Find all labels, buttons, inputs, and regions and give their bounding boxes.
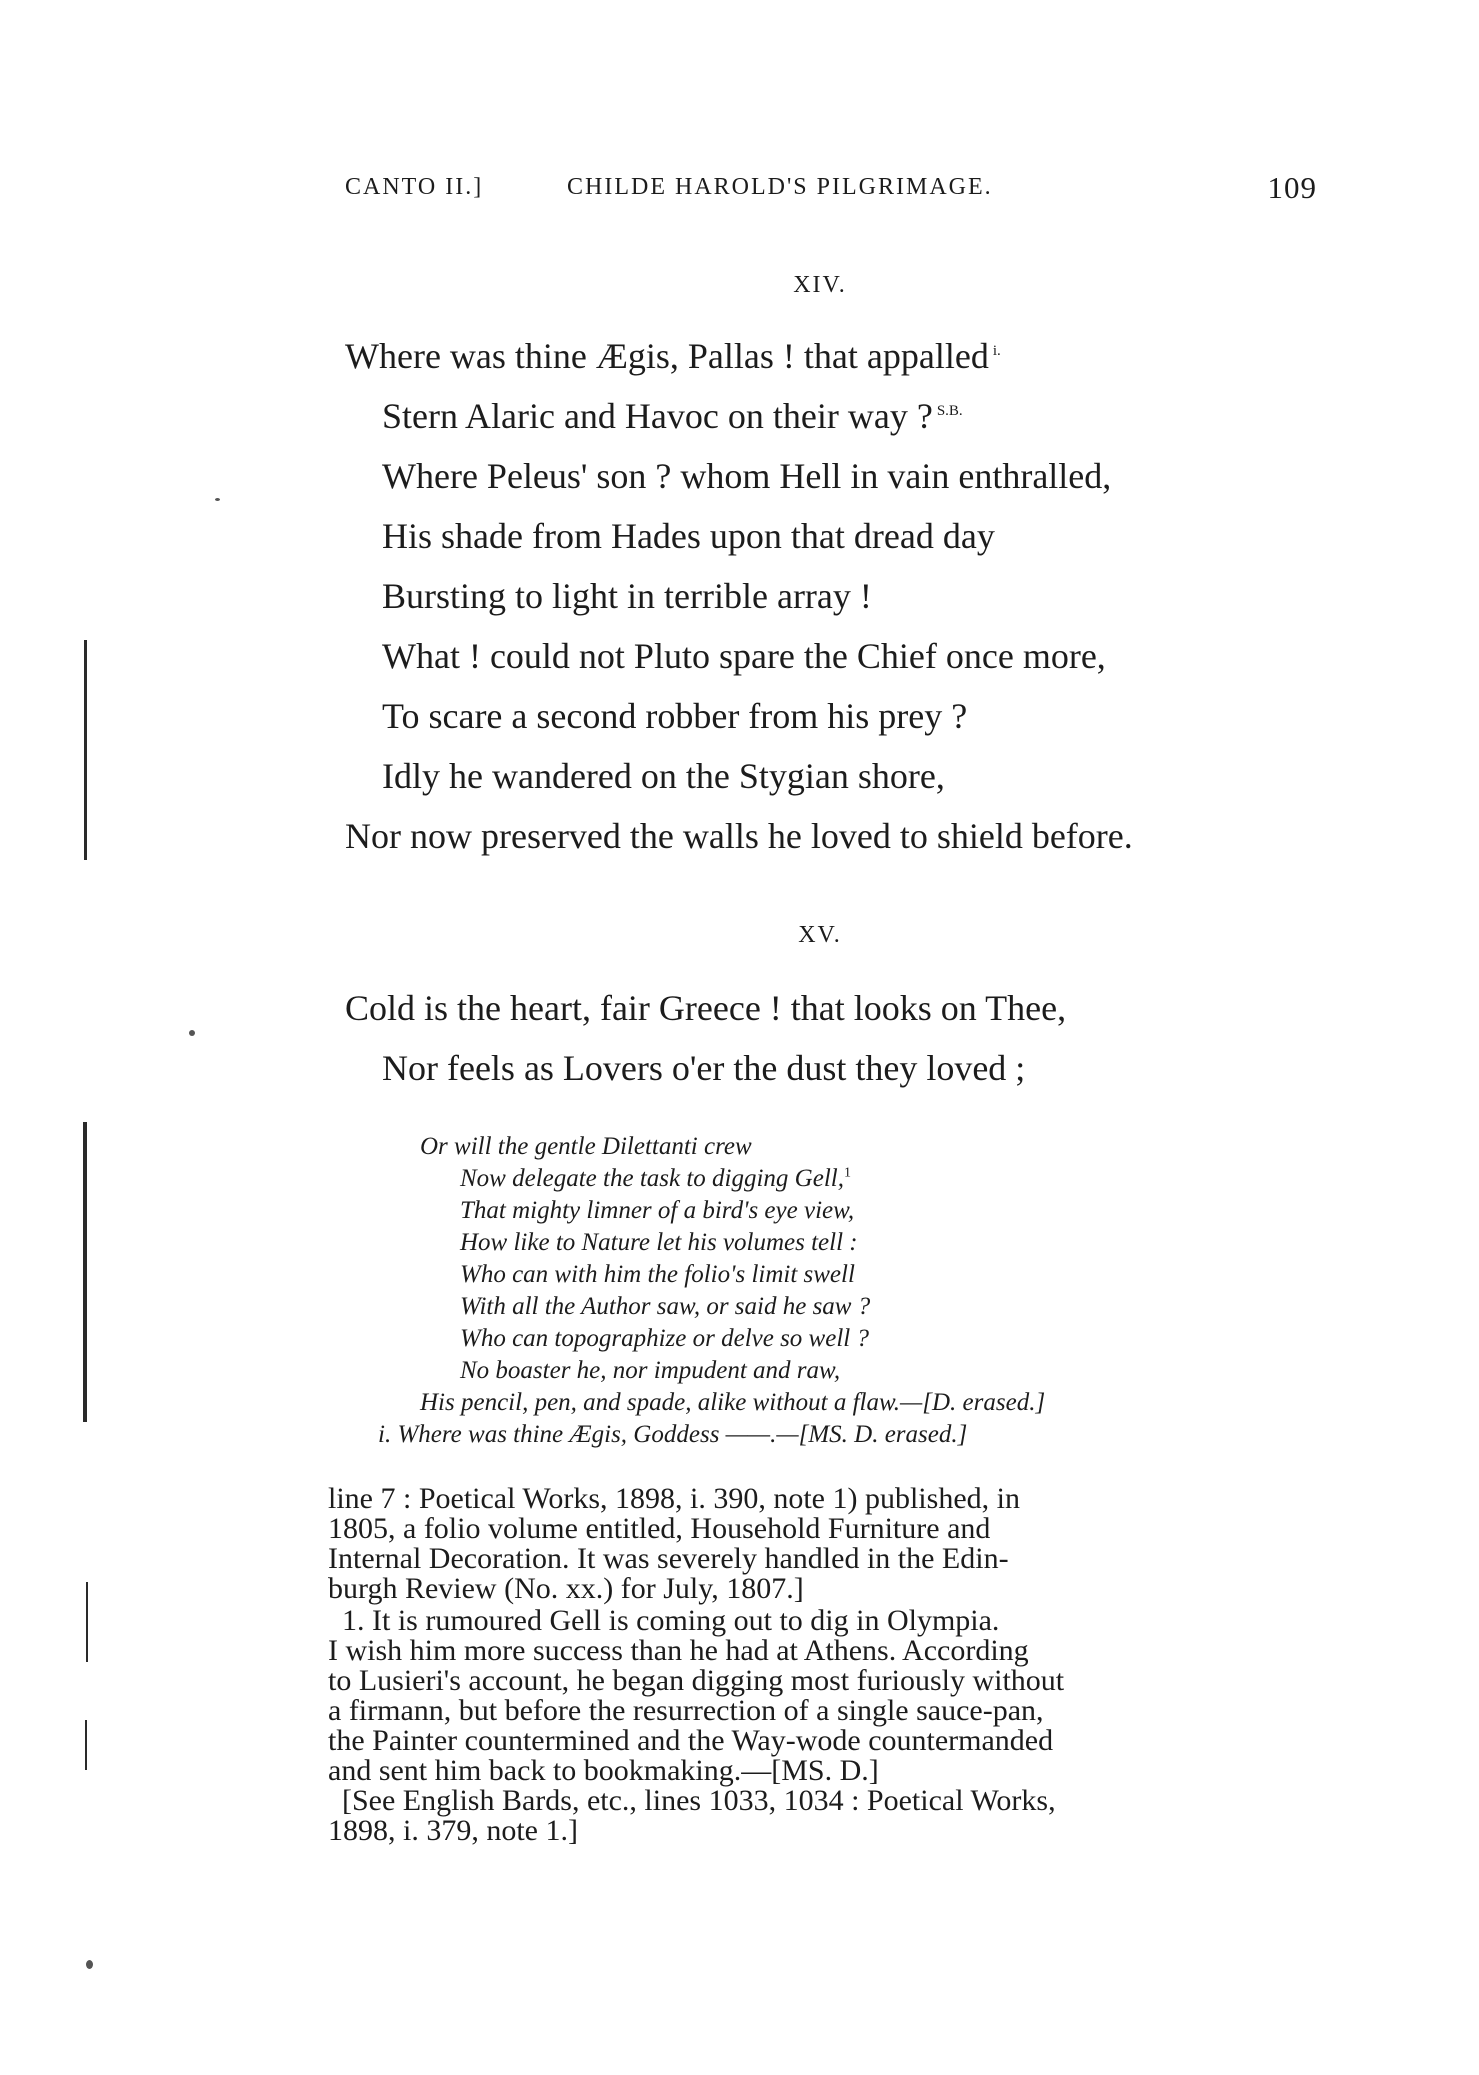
footnote-line: line 7 : Poetical Works, 1898, i. 390, note 1) published, in — [328, 1482, 1020, 1515]
footnote-line: the Painter countermined and the Way-wode countermanded — [328, 1724, 1054, 1757]
footnote-line: 1805, a folio volume entitled, Household Furniture and — [328, 1512, 991, 1545]
stanza-number-xv: XV. — [798, 922, 842, 948]
variant-line-4: How like to Nature let his volumes tell : — [460, 1229, 858, 1256]
variant-line-6: With all the Author saw, or said he saw ? — [460, 1293, 871, 1320]
variant-line-5: Who can with him the folio's limit swell — [460, 1261, 855, 1288]
stanza-xiv-line-6: What ! could not Pluto spare the Chief once more, — [382, 636, 1106, 676]
footnote-line: and sent him back to bookmaking.—[MS. D.] — [328, 1754, 879, 1787]
variant-line-1: Or will the gentle Dilettanti crew — [420, 1133, 752, 1160]
scan-margin-mark — [84, 640, 87, 860]
stanza-xiv-line-2: Stern Alaric and Havoc on their way ? $^{S.B.}$ — [382, 396, 963, 436]
scan-speck — [189, 1030, 195, 1036]
footnote-line: 1898, i. 379, note 1.] — [328, 1814, 578, 1847]
stanza-xiv-line-7: To scare a second robber from his prey ? — [382, 696, 968, 736]
running-head-canto: CANTO II.] — [345, 174, 484, 200]
stanza-xv-line-2: Nor feels as Lovers o'er the dust they loved ; — [382, 1048, 1026, 1088]
stanza-xiv-line-5: Bursting to light in terrible array ! — [382, 576, 872, 616]
footnote-line: 1. It is rumoured Gell is coming out to dig in Olympia. — [342, 1604, 1000, 1637]
scan-speck — [86, 1960, 93, 1969]
footnote-line: a firmann, but before the resurrection of a single sauce-pan, — [328, 1694, 1044, 1727]
stanza-number-xiv: XIV. — [793, 272, 847, 298]
footnote-line: [See English Bards, etc., lines 1033, 1034 : Poetical Works, — [342, 1784, 1056, 1817]
variant-line-7: Who can topographize or delve so well ? — [460, 1325, 869, 1352]
variant-line-8: No boaster he, nor impudent and raw, — [460, 1357, 841, 1384]
scan-margin-mark — [83, 1122, 87, 1422]
footnote-1 — [328, 1606, 1292, 1786]
scan-margin-mark — [85, 1720, 87, 1770]
running-head-title: CHILDE HAROLD'S PILGRIMAGE. — [567, 174, 993, 200]
variant-line-2: Now delegate the task to digging Gell,$^1$ — [460, 1165, 851, 1192]
stanza-xv-line-1: Cold is the heart, fair Greece ! that looks on Thee, — [345, 988, 1067, 1028]
stanza-xiv-line-9: Nor now preserved the walls he loved to shield before. — [345, 816, 1133, 856]
footnote-line: to Lusieri's account, he began digging most furiously without — [328, 1664, 1065, 1697]
footnote-see-reference — [328, 1786, 1292, 1846]
stanza-xiv-line-3: Where Peleus' son ? whom Hell in vain enthralled, — [382, 456, 1112, 496]
stanza-xiv-line-1: Where was thine Ægis, Pallas ! that appalled $^{i.}$ — [345, 336, 1001, 376]
variant-mark-i: i. — [992, 343, 1001, 359]
scan-speck — [215, 498, 220, 501]
footnote-line: burgh Review (No. xx.) for July, 1807.] — [328, 1572, 804, 1605]
variant-line-9: His pencil, pen, and spade, alike without a flaw.—[D. erased.] — [420, 1389, 1046, 1416]
running-head — [345, 170, 1317, 214]
gell-footnote-mark: 1 — [843, 1165, 851, 1181]
stanza-xiv-line-4: His shade from Hades upon that dread day — [382, 516, 995, 556]
variant-mark-sb: S.B. — [936, 403, 963, 419]
scan-margin-mark — [85, 700, 87, 730]
variant-note-i: i. Where was thine Ægis, Goddess ——.—[MS. D. erased.] — [378, 1421, 968, 1448]
scan-margin-mark — [86, 1582, 88, 1662]
variant-line-3: That mighty limner of a bird's eye view, — [460, 1197, 855, 1224]
stanza-xiv-line-8: Idly he wandered on the Stygian shore, — [382, 756, 945, 796]
footnote-line: Internal Decoration. It was severely handled in the Edin- — [328, 1542, 1009, 1575]
footnote-continuation — [328, 1484, 1292, 1604]
footnote-line: I wish him more success than he had at Athens. According — [328, 1634, 1029, 1667]
page-number: 109 — [1267, 170, 1317, 205]
